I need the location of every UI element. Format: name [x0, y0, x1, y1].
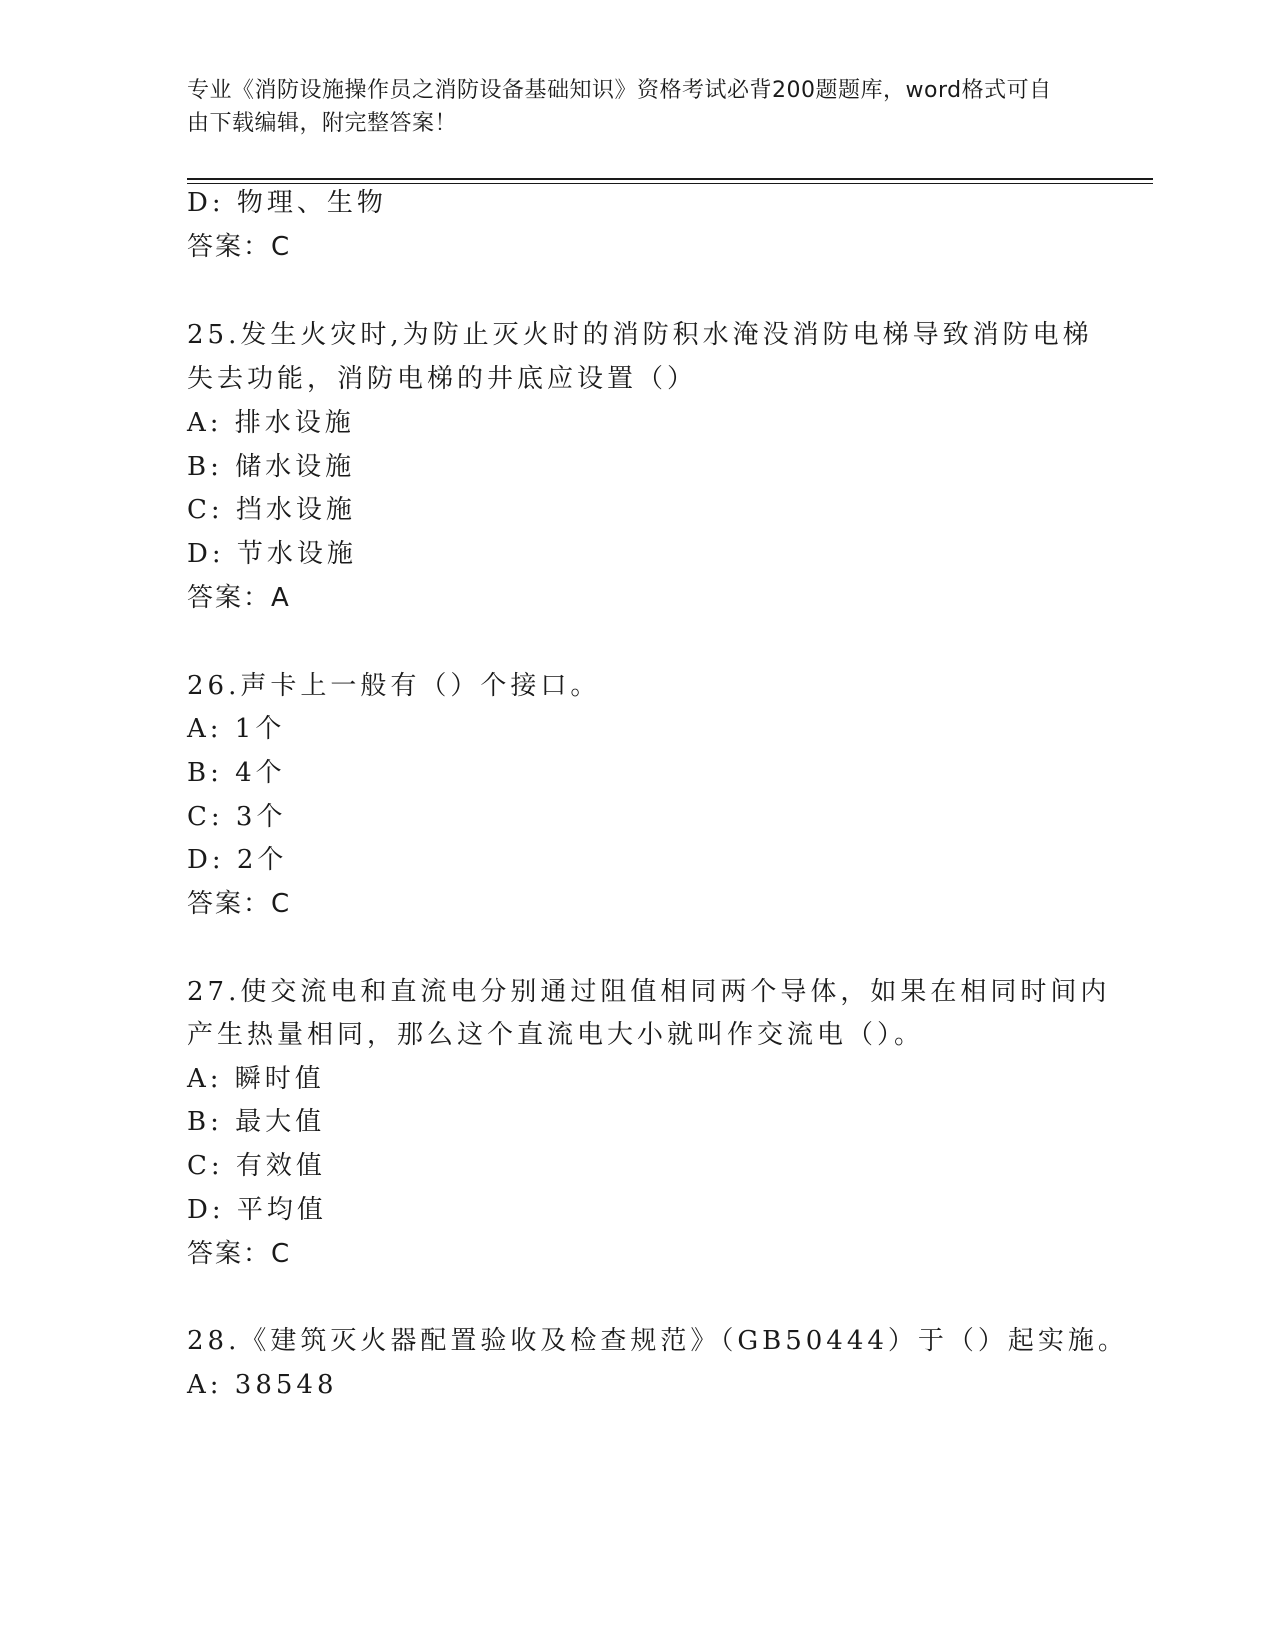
question-27-option-a: A: 瞬时值 [187, 1064, 325, 1094]
question-28-stem: 28.《建筑灭火器配置验收及检查规范》（GB50444）于（）起实施。 [187, 1326, 1128, 1356]
question-26-stem: 26.声卡上一般有（）个接口。 [187, 671, 601, 701]
question-25-answer: 答案：A [187, 583, 291, 613]
question-27-option-d: D: 平均值 [187, 1195, 327, 1225]
page-header: 专业《消防设施操作员之消防设备基础知识》资格考试必背200题题库，word格式可自由下载编辑，附完整答案！ [187, 78, 1052, 136]
question-26-option-a: A: 1个 [187, 714, 286, 744]
question-25-option-d: D: 节水设施 [187, 539, 357, 569]
question-25-option-b: B: 储水设施 [187, 452, 356, 482]
question-27-stem-cont: 产生热量相同，那么这个直流电大小就叫作交流电（）。 [187, 1020, 925, 1050]
question-26-option-b: B: 4个 [187, 758, 286, 788]
answer: 答案：C [187, 232, 292, 262]
question-26-option-d: D: 2个 [187, 845, 288, 875]
option-d: D: 物理、生物 [187, 188, 387, 218]
question-27-answer: 答案：C [187, 1239, 292, 1269]
question-26-answer: 答案：C [187, 889, 292, 919]
question-27-option-b: B: 最大值 [187, 1107, 326, 1137]
question-25-option-a: A: 排水设施 [187, 408, 355, 438]
header-rule-thick [187, 178, 1153, 180]
question-27-option-c: C: 有效值 [187, 1151, 326, 1181]
question-25-stem: 25.发生火灾时,为防止灭火时的消防积水淹没消防电梯导致消防电梯 [187, 320, 1093, 350]
header-rule-thin [187, 183, 1153, 184]
question-28-option-a: A: 38548 [187, 1370, 338, 1400]
question-26-option-c: C: 3个 [187, 802, 287, 832]
question-25-stem-cont: 失去功能，消防电梯的井底应设置（） [187, 364, 698, 394]
question-27-stem: 27.使交流电和直流电分别通过阻值相同两个导体，如果在相同时间内 [187, 977, 1111, 1007]
question-25-option-c: C: 挡水设施 [187, 495, 356, 525]
